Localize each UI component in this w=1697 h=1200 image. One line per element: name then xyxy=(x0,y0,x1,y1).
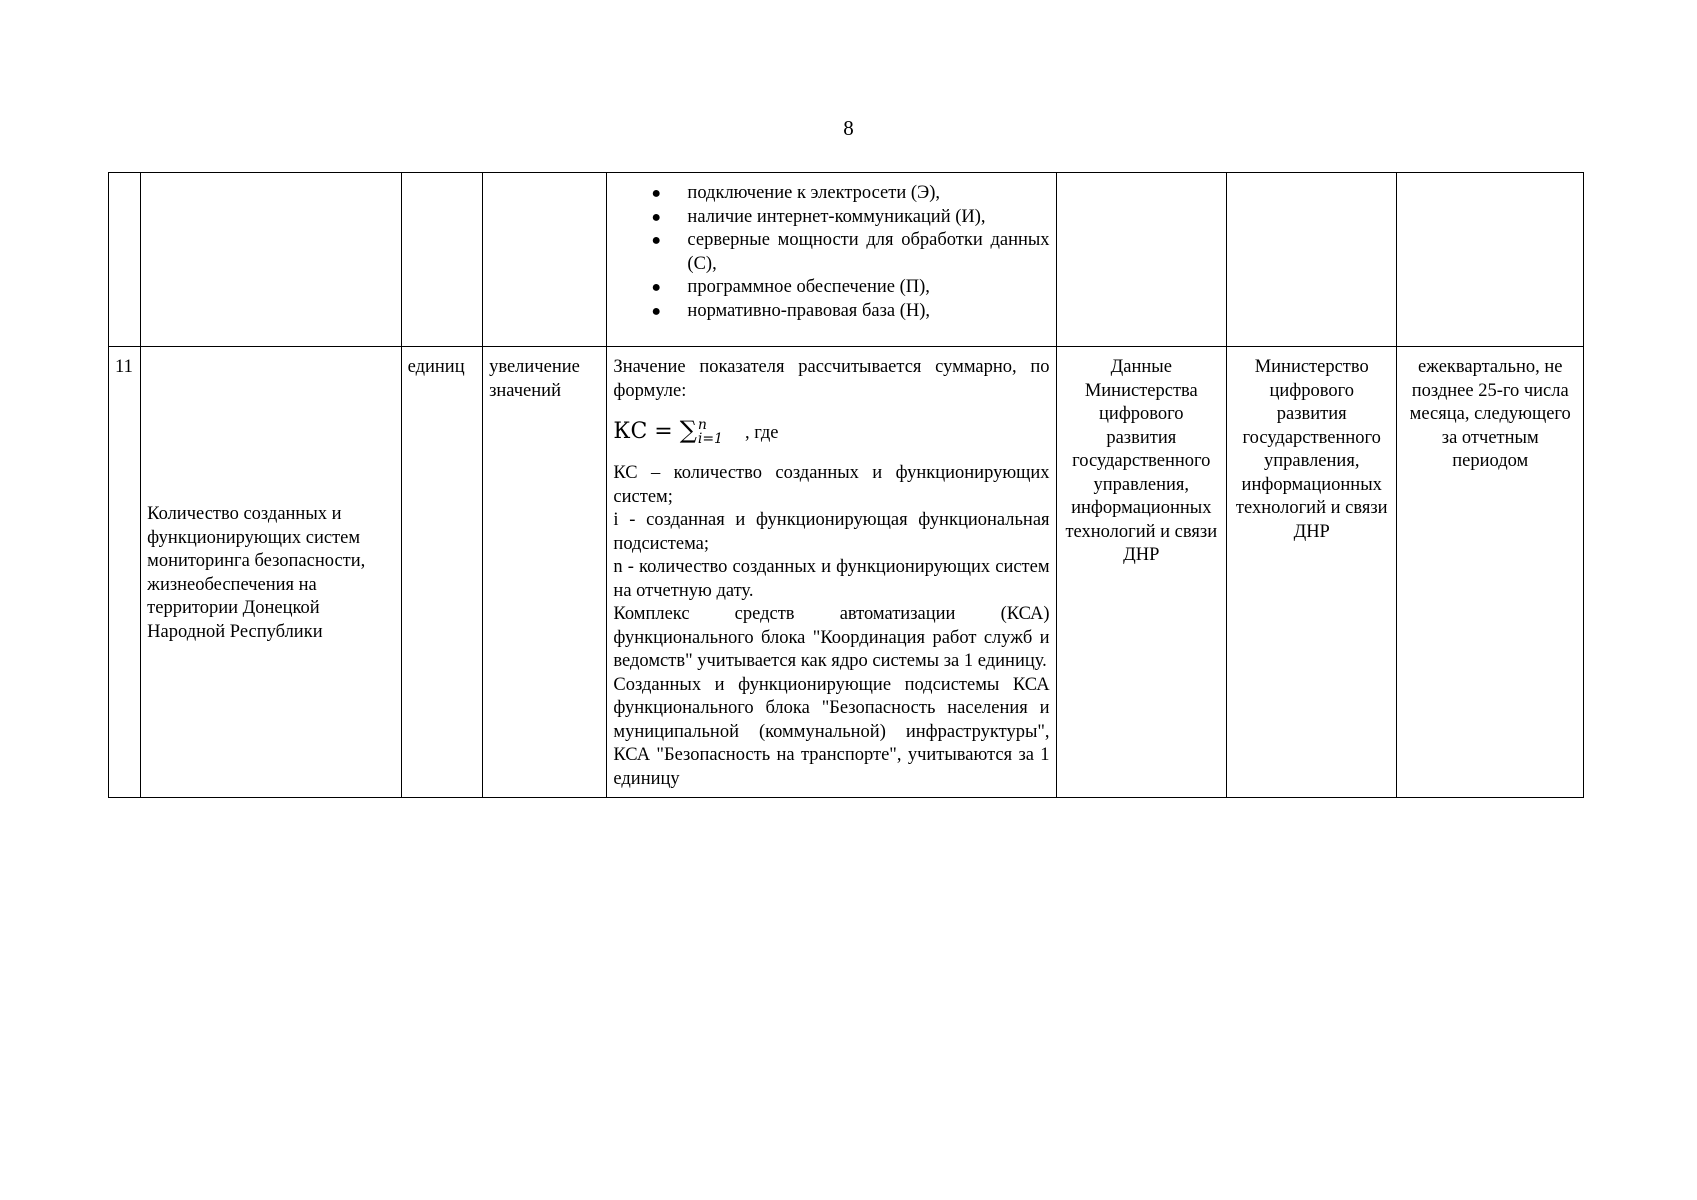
sum-lower-limit: i=1 xyxy=(697,431,723,447)
cell-period-empty xyxy=(1397,173,1584,347)
cell-name-empty xyxy=(141,173,401,347)
data-source: Данные Министерства цифрового развития государственного управления, информационных технологий и связи ДНР xyxy=(1056,347,1226,798)
bullet-icon: ● xyxy=(651,232,662,249)
definition-ks: КС – количество созданных и функционирующих систем; xyxy=(613,463,1050,507)
formula xyxy=(613,415,1049,448)
subsystems-note: Созданных и функционирующие подсистемы КСА функционального блока "Безопасность населения и муниципальной (коммунальной) инфраструктуры", КСА "Безопасность на транспорте", учитываются за 1 единицу xyxy=(613,674,1050,789)
bullet-icon: ● xyxy=(651,302,662,320)
table-row-11 xyxy=(109,347,1584,798)
definition-n: n - количество созданных и функционирующих систем на отчетную дату. xyxy=(613,557,1050,601)
calculation-method xyxy=(607,347,1056,798)
table-row-continuation xyxy=(109,173,1584,347)
indicator-name: Количество созданных и функционирующих систем мониторинга безопасности, жизнеобеспечения на территории Донецкой Народной Республики xyxy=(141,347,401,798)
bullet-icon: ● xyxy=(651,279,662,296)
sigma-symbol: ∑ xyxy=(679,416,697,444)
cell-unit-empty xyxy=(401,173,482,347)
method-intro: Значение показателя рассчитывается суммарно, по формуле: xyxy=(613,357,1050,401)
criteria-list xyxy=(613,182,1049,323)
ksa-note: Комплекс средств автоматизации (КСА) функционального блока "Координация работ служб и ведомств" учитывается как ядро системы за 1 единицу. xyxy=(613,604,1050,671)
indicator-direction: увеличение значений xyxy=(483,347,607,798)
list-item: ● нормативно-правовая база (Н), xyxy=(687,300,1049,324)
cell-source-empty xyxy=(1056,173,1226,347)
list-item: ● наличие интернет-коммуникаций (И), xyxy=(687,206,1049,230)
indicators-table xyxy=(108,172,1584,798)
row-number: 11 xyxy=(109,347,141,798)
formula-lhs: КС = xyxy=(613,419,680,444)
page-number: 8 xyxy=(843,116,854,140)
formula-where: , где xyxy=(744,423,779,443)
cell-number-empty xyxy=(109,173,141,347)
periodicity: ежеквартально, не позднее 25-го числа месяца, следующего за отчетным периодом xyxy=(1397,347,1584,798)
responsible-body: Министерство цифрового развития государственного управления, информационных технологий и связи ДНР xyxy=(1227,347,1397,798)
list-item: ● программное обеспечение (П), xyxy=(687,276,1049,300)
list-item: ● подключение к электросети (Э), xyxy=(687,182,1049,206)
bullet-icon: ● xyxy=(651,185,662,202)
sum-limits xyxy=(698,418,723,446)
sum-upper-limit: n xyxy=(697,417,707,433)
cell-responsible-empty xyxy=(1227,173,1397,347)
indicator-unit: единиц xyxy=(401,347,482,798)
cell-direction-empty xyxy=(483,173,607,347)
definition-i: i - созданная и функционирующая функциональная подсистема; xyxy=(613,510,1050,554)
list-item: ● серверные мощности для обработки данных (С), xyxy=(651,230,1050,274)
cell-method-continuation xyxy=(607,173,1056,347)
bullet-icon: ● xyxy=(651,208,662,226)
